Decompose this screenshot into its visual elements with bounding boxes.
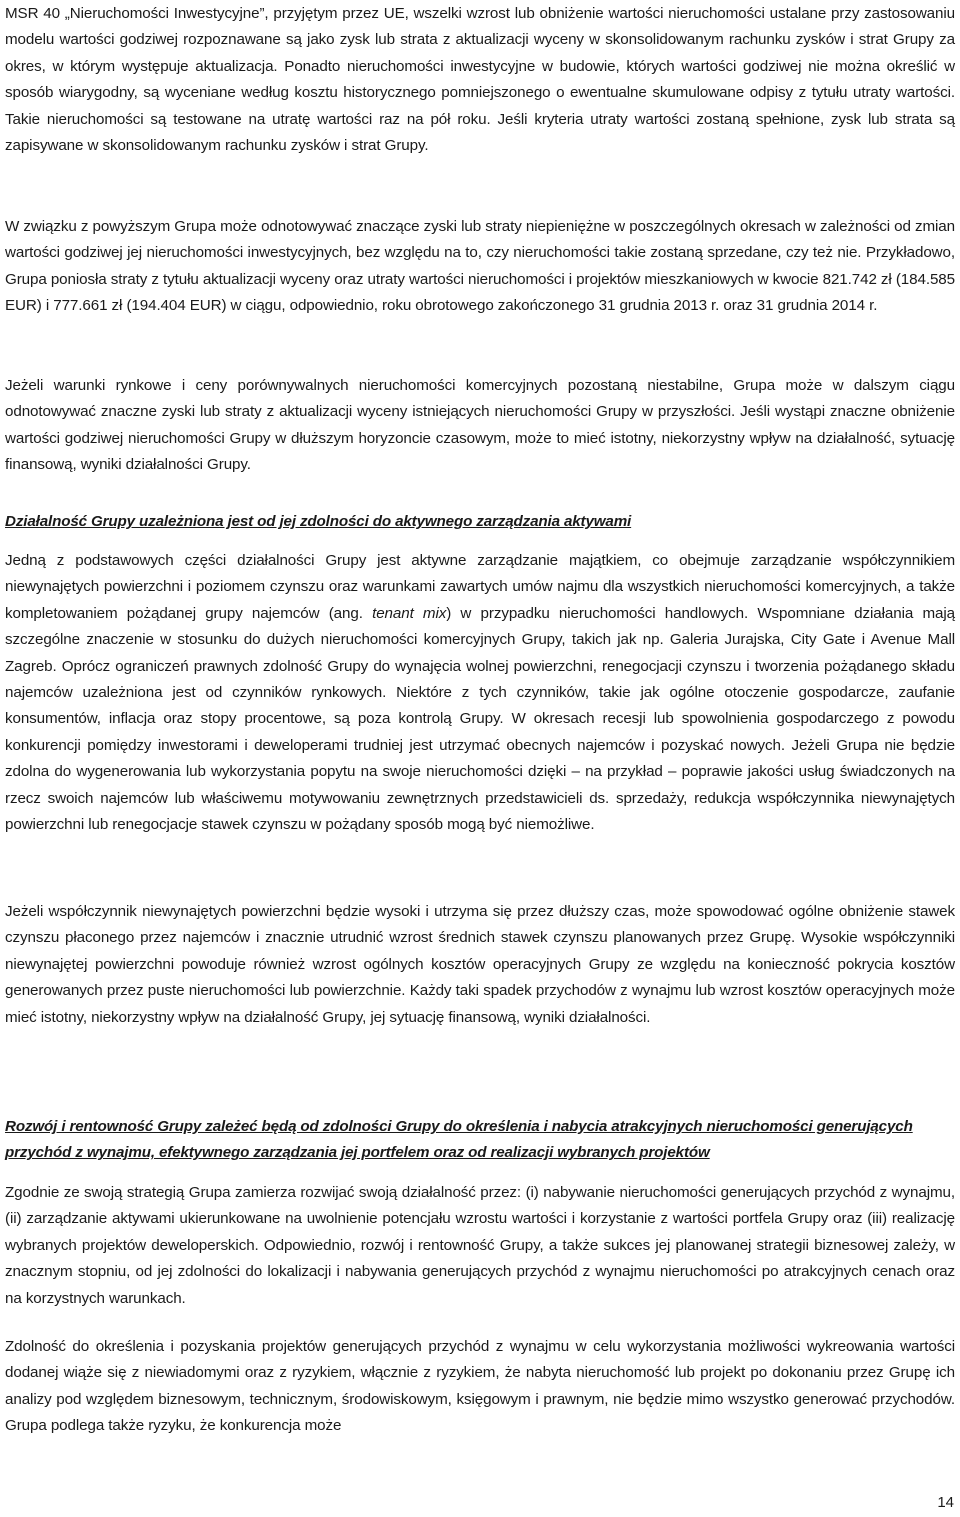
- paragraph-text: Zgodnie ze swoją strategią Grupa zamierza rozwijać swoją działalność przez: (i) nabywanie nieruchomości generujących przychód z wynajmu, (ii) zarządzanie aktywami ukierunkowane na uwolnienie potencjału wzrostu wartości i korzystanie z wartości portfela Grupy oraz (iii) realizację wybranych projektów deweloperskich. Odpowiednio, rozwój i rentowność Grupy, a także sukces jej planowanej strategii biznesowej zależy, w znacznym stopniu, od jej zdolności do lokalizacji i nabywania generujących przychód z wynajmu nieruchomości po atrakcyjnych cenach oraz na korzystnych warunkach.: [5, 1184, 955, 1307]
- paragraph-text-part: Jedną z podstawowych części działalności Grupy jest aktywne zarządzanie majątkiem, co obejmuje zarządzanie współczynnikiem niewynajętych powierzchni i poziomem czynszu oraz warunkami zawartych umów najmu dla wszystkich nieruchomości komercyjnych, a także kompletowaniem pożądanej grupy najemców (ang.: [5, 552, 955, 622]
- paragraph-text: MSR 40 „Nieruchomości Inwestycyjne”, przyjętym przez UE, wszelki wzrost lub obniżenie wartości nieruchomości ustalane przy zastosowaniu modelu wartości godziwej rozpoznawane są jako zysk lub strata z aktualizacji wyceny w skonsolidowanym rachunku zysków i strat Grupy za okres, w którym występuje aktualizacja. Ponadto nieruchomości inwestycyjne w budowie, których wartości godziwej nie można określić w sposób wiarygodny, są wyceniane według kosztu historycznego pomniejszonego o ewentualne skumulowane odpisy z tytułu utraty wartości. Takie nieruchomości są testowane na utratę wartości raz na pół roku. Jeśli kryteria utraty wartości zostaną spełnione, zysk lub strata są zapisywane w skonsolidowanym rachunku zysków i strat Grupy.: [5, 5, 955, 155]
- page-number: 14: [937, 1494, 954, 1511]
- section-heading: Działalność Grupy uzależniona jest od jej zdolności do aktywnego zarządzania aktywami: [5, 513, 632, 530]
- paragraph-italic-term: tenant mix: [372, 604, 447, 622]
- paragraph-text: W związku z powyższym Grupa może odnotowywać znaczące zyski lub straty niepieniężne w poszczególnych okresach w zależności od zmian wartości godziwej jej nieruchomości inwestycyjnych, bez względu na to, czy nieruchomości takie zostaną sprzedane, czy też nie. Przykładowo, Grupa poniosła straty z tytułu aktualizacji wyceny oraz utraty wartości nieruchomości i projektów mieszkaniowych w kwocie 821.742 zł (184.585 EUR) i 777.661 zł (194.404 EUR) w ciągu, odpowiednio, roku obrotowego zakończonego 31 grudnia 2013 r. oraz 31 grudnia 2014 r.: [5, 218, 955, 315]
- paragraph-text: [5, 548, 955, 838]
- paragraph-text: Jeżeli współczynnik niewynajętych powierzchni będzie wysoki i utrzyma się przez dłuższy czas, może spowodować ogólne obniżenie stawek czynszu płaconego przez najemców i znacznie utrudnić wzrost średnich stawek czynszu planowanych przez Grupę. Wysokie współczynniki niewynajętej powierzchni powoduje również wzrost ogólnych kosztów operacyjnych Grupy ze względu na konieczność pokrycia kosztów generowanych przez puste nieruchomości lub powierzchnie. Każdy taki spadek przychodów z wynajmu lub wzrost kosztów operacyjnych może mieć istotny, niekorzystny wpływ na działalność Grupy, jej sytuację finansową, wyniki działalności.: [5, 903, 955, 1026]
- paragraph-text-part: ) w przypadku nieruchomości handlowych. Wspomniane działania mają szczególne znaczenie w stosunku do dużych nieruchomości komercyjnych Grupy, takich jak np. Galeria Jurajska, City Gate i Avenue Mall Zagreb. Oprócz ograniczeń prawnych zdolność Grupy do wynajęcia wolnej powierzchni, renegocjacji czynszu i tworzenia pożądanego składu najemców uzależniona jest od czynników rynkowych. Niektóre z tych czynników, takie jak ogólne otoczenie gospodarcze, zaufanie konsumentów, inflacja oraz stopy procentowe, są poza kontrolą Grupy. W okresach recesji lub spowolnienia gospodarczego z powodu konkurencji pomiędzy inwestorami i deweloperami trudniej jest utrzymać obecnych najemców i pozyskać nowych. Jeżeli Grupa nie będzie zdolna do wygenerowania lub wykorzystania popytu na swoje nieruchomości dzięki – na przykład – poprawie jakości usług świadczonych na rzecz swoich najemców lub właściwemu motywowaniu zewnętrznych przedstawicieli ds. sprzedaży, redukcja współczynnika niewynajętych powierzchni lub renegocjacje stawek czynszu w pożądany sposób mogą być niemożliwe.: [5, 604, 955, 834]
- paragraph-text: Jeżeli warunki rynkowe i ceny porównywalnych nieruchomości komercyjnych pozostaną niestabilne, Grupa może w dalszym ciągu odnotowywać znaczne zyski lub straty z aktualizacji wyceny istniejących nieruchomości Grupy w przyszłości. Jeśli wystąpi znaczne obniżenie wartości godziwej nieruchomości Grupy w dłuższym horyzoncie czasowym, może to mieć istotny, niekorzystny wpływ na działalność, sytuację finansową, wyniki działalności Grupy.: [5, 377, 955, 474]
- paragraph-project-acquisition: [5, 1334, 955, 1440]
- paragraph-active-asset-management: [5, 548, 955, 838]
- paragraph-vacancy-rate: [5, 899, 955, 1031]
- paragraph-strategy: [5, 1180, 955, 1312]
- paragraph-market-conditions: [5, 373, 955, 479]
- section-heading: Rozwój i rentowność Grupy zależeć będą od zdolności Grupy do określenia i nabycia atrakcyjnych nieruchomości generujących przychód z wynajmu, efektywnego zarządzania jej portfelem oraz od realizacji wybranych projektów: [5, 1118, 913, 1162]
- paragraph-text: Zdolność do określenia i pozyskania projektów generujących przychód z wynajmu w celu wykorzystania możliwości wykreowania wartości dodanej wiąże się z niewiadomymi oraz z ryzykiem, włącznie z ryzykiem, że nabyta nieruchomość lub projekt po dokonaniu przez Grupę ich analizy pod względem biznesowym, technicznym, środowiskowym, księgowym i prawnym, nie będzie mimo wszystko generować przychodów. Grupa podlega także ryzyku, że konkurencja może: [5, 1338, 955, 1435]
- paragraph-investment-property-valuation: [5, 1, 955, 159]
- heading-asset-management: [5, 509, 955, 535]
- heading-growth-profitability: [5, 1114, 955, 1167]
- paragraph-non-cash-gains-losses: [5, 214, 955, 320]
